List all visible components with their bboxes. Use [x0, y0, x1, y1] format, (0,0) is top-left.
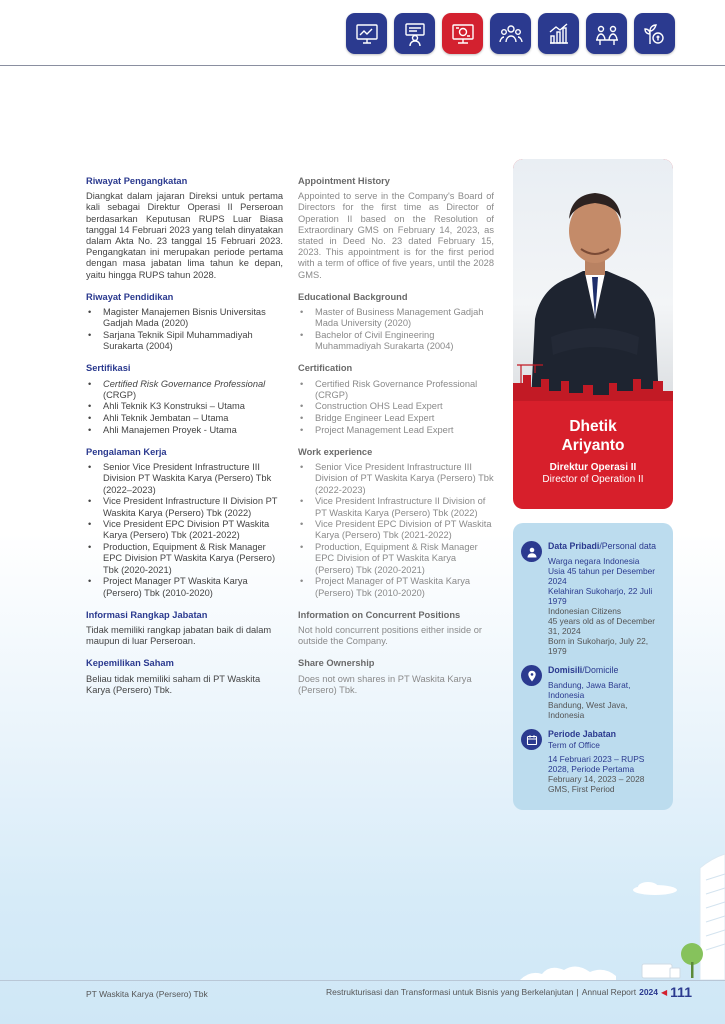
page-arrow-icon: ◀: [661, 987, 668, 997]
report-year: 2024: [639, 987, 659, 997]
appointment-section-en: [298, 176, 494, 281]
personal-data-en-line: Indonesian Citizens: [548, 606, 622, 616]
personal-info-card: [513, 523, 673, 810]
personal-data-id-line: Warga negara Indonesia: [548, 556, 640, 566]
certification-section-id: [86, 363, 283, 436]
list-item: • Vice President EPC Division PT Waskita Karya (Persero) Tbk (2021-2022): [86, 519, 283, 541]
footer-company: PT Waskita Karya (Persero) Tbk: [86, 989, 208, 999]
list-item: • Bachelor of Civil Engineering Muhammadiyah Surakarta (2004): [298, 330, 494, 352]
term-head-en: Term of Office: [548, 740, 600, 750]
last-name: Ariyanto: [561, 437, 625, 454]
chapter-nav: [346, 13, 675, 54]
profile-name-block: [513, 417, 673, 485]
section-title: Riwayat Pengangkatan: [86, 176, 188, 186]
page-number: 111: [670, 984, 692, 1000]
list-item: • Sarjana Teknik Sipil Muhammadiyah Surakarta (2004): [86, 330, 283, 352]
list-item: • Vice President Infrastructure II Division PT Waskita Karya (Persero) Tbk (2022): [86, 496, 283, 518]
list-item: [86, 379, 283, 401]
english-column: [298, 176, 494, 707]
shares-text: Beliau tidak memiliki saham di PT Waskita Karya (Persero) Tbk.: [86, 673, 261, 695]
list-item: • Magister Manajemen Bisnis Universitas Gadjah Mada (2020): [86, 307, 283, 329]
portrait-photo: [513, 159, 673, 401]
list-item: • Project Management Lead Expert: [298, 425, 494, 436]
footer-report-info: [326, 984, 692, 1000]
term-en-line: February 14, 2023 – 2028 GMS, First Period: [548, 774, 645, 794]
governance-icon[interactable]: [442, 13, 483, 54]
growth-icon[interactable]: [538, 13, 579, 54]
section-title: Kepemilikan Saham: [86, 658, 174, 669]
personal-data-id-line: Kelahiran Sukoharjo, 22 Juli 1979: [548, 586, 653, 606]
list-item: • Ahli Teknik Jembatan – Utama: [86, 413, 283, 424]
person-icon: [521, 541, 542, 562]
list-item: • Production, Equipment & Risk Manager EPC Division PT Waskita Karya (Persero) Tbk (2020-2021): [86, 542, 283, 576]
list-item: • Master of Business Management Gadjah Mada University (2020): [298, 307, 494, 329]
footer-separator: |: [576, 987, 579, 997]
domicile-row: [521, 665, 665, 720]
report-label: Annual Report: [581, 987, 637, 997]
domicile-en-line: Bandung, West Java, Indonesia: [548, 700, 628, 720]
personal-data-id-line: Usia 45 tahun per Desember 2024: [548, 566, 656, 586]
certification-name: Certified Risk Governance Professional: [103, 378, 266, 389]
list-item: • Bridge Engineer Lead Expert: [298, 413, 494, 424]
shares-section-id: [86, 658, 283, 696]
term-id-line: 14 Februari 2023 – RUPS 2028, Periode Pertama: [548, 754, 645, 774]
domicile-head-en: /Domicile: [582, 665, 619, 675]
list-item: • Senior Vice President Infrastructure III Division of PT Waskita Karya (Persero) Tbk (2022-2023): [298, 462, 494, 496]
shares-text: Does not own shares in PT Waskita Karya (Persero) Tbk.: [298, 673, 472, 695]
section-title: Share Ownership: [298, 658, 375, 669]
investment-icon[interactable]: [634, 13, 675, 54]
report-title: Restrukturisasi dan Transformasi untuk Bisnis yang Berkelanjutan: [325, 987, 574, 997]
meeting-icon[interactable]: [586, 13, 627, 54]
list-item: • Certified Risk Governance Professional (CRGP): [298, 379, 494, 401]
appointment-section-id: [86, 176, 283, 281]
concurrent-section-en: [298, 610, 494, 648]
indonesian-column: [86, 176, 283, 707]
list-item: • Project Manager PT Waskita Karya (Persero) Tbk (2010-2020): [86, 576, 283, 598]
section-title: Educational Background: [298, 291, 408, 302]
section-title: Appointment History: [298, 176, 390, 186]
list-item: • Ahli Manajemen Proyek - Utama: [86, 425, 283, 436]
experience-section-id: [86, 447, 283, 599]
personal-data-head-en: /Personal data: [599, 541, 657, 551]
location-pin-icon: [521, 665, 542, 686]
personal-data-row: [521, 541, 665, 656]
first-name: Dhetik: [569, 418, 617, 435]
section-title: Information on Concurrent Positions: [298, 609, 461, 620]
personal-data-head-id: Data Pribadi: [548, 541, 600, 551]
list-item: • Construction OHS Lead Expert: [298, 401, 494, 412]
concurrent-section-id: [86, 610, 283, 648]
footer-divider: [0, 980, 725, 981]
section-title: Informasi Rangkap Jabatan: [86, 609, 208, 620]
section-title: Pengalaman Kerja: [86, 447, 167, 458]
city-skyline-illustration: [513, 361, 673, 401]
city-scene-illustration: [520, 850, 725, 980]
list-item: • Vice President EPC Division of PT Waskita Karya (Persero) Tbk (2021-2022): [298, 519, 494, 541]
certification-abbr: (CRGP): [103, 389, 137, 400]
list-item: • Ahli Teknik K3 Konstruksi – Utama: [86, 401, 283, 412]
term-head-id: Periode Jabatan: [548, 729, 616, 739]
position-id: Direktur Operasi II: [549, 462, 637, 473]
position-en: Director of Operation II: [542, 474, 644, 485]
concurrent-text: Tidak memiliki rangkap jabatan baik di dalam maupun di luar Perseroan.: [86, 624, 272, 647]
speaker-icon[interactable]: [394, 13, 435, 54]
shares-section-en: [298, 658, 494, 696]
list-item: • Vice President Infrastructure II Division of PT Waskita Karya (Persero) Tbk (2022): [298, 496, 494, 518]
list-item: • Project Manager of PT Waskita Karya (Persero) Tbk (2010-2020): [298, 576, 494, 598]
domicile-head-id: Domisili: [548, 665, 583, 675]
section-title: Work experience: [298, 447, 373, 458]
experience-section-en: [298, 447, 494, 599]
profile-card: [513, 159, 673, 509]
education-section-en: [298, 292, 494, 353]
presentation-icon[interactable]: [346, 13, 387, 54]
personal-data-en-line: 45 years old as of December 31, 2024: [548, 616, 656, 636]
personal-data-en-line: Born in Sukoharjo, July 22, 1979: [548, 636, 649, 656]
header-divider: [0, 65, 725, 66]
team-icon[interactable]: [490, 13, 531, 54]
education-section-id: [86, 292, 283, 353]
appointment-text: Diangkat dalam jajaran Direksi untuk pertama kali sebagai Direktur Operasi II Perseroan berdasarkan Keputusan RUPS Luar Biasa tanggal 14 Februari 2023 yang telah dinyatakan dalam Akta No. 23 tanggal 15 Februari 2023. Pengangkatan ini merupakan periode pertama dengan masa jabatan lima tahun ke depan, yaitu hingga RUPS tahun 2028.: [86, 191, 283, 280]
term-row: [521, 729, 665, 794]
appointment-text: Appointed to serve in the Company's Board of Directors for the first time as Director of Operation II based on the Resolution of Extraordinary GMS on February 14, 2023, as stated in Deed No. 23 dated February 15, 2023. This appointment is for the first period with a term of office of five years, until the 2028 GMS.: [298, 191, 494, 280]
section-title: Sertifikasi: [86, 363, 131, 374]
section-title: Riwayat Pendidikan: [86, 291, 174, 302]
concurrent-text: Not hold concurrent positions either inside or outside the Company.: [298, 624, 482, 647]
certification-section-en: [298, 363, 494, 436]
list-item: • Production, Equipment & Risk Manager EPC Division of PT Waskita Karya (Persero) Tbk (2020-2021): [298, 542, 494, 576]
section-title: Certification: [298, 363, 353, 374]
calendar-icon: [521, 729, 542, 750]
list-item: • Senior Vice President Infrastructure III Division PT Waskita Karya (Persero) Tbk (2022–2023): [86, 462, 283, 496]
domicile-id-line: Bandung, Jawa Barat, Indonesia: [548, 680, 631, 700]
